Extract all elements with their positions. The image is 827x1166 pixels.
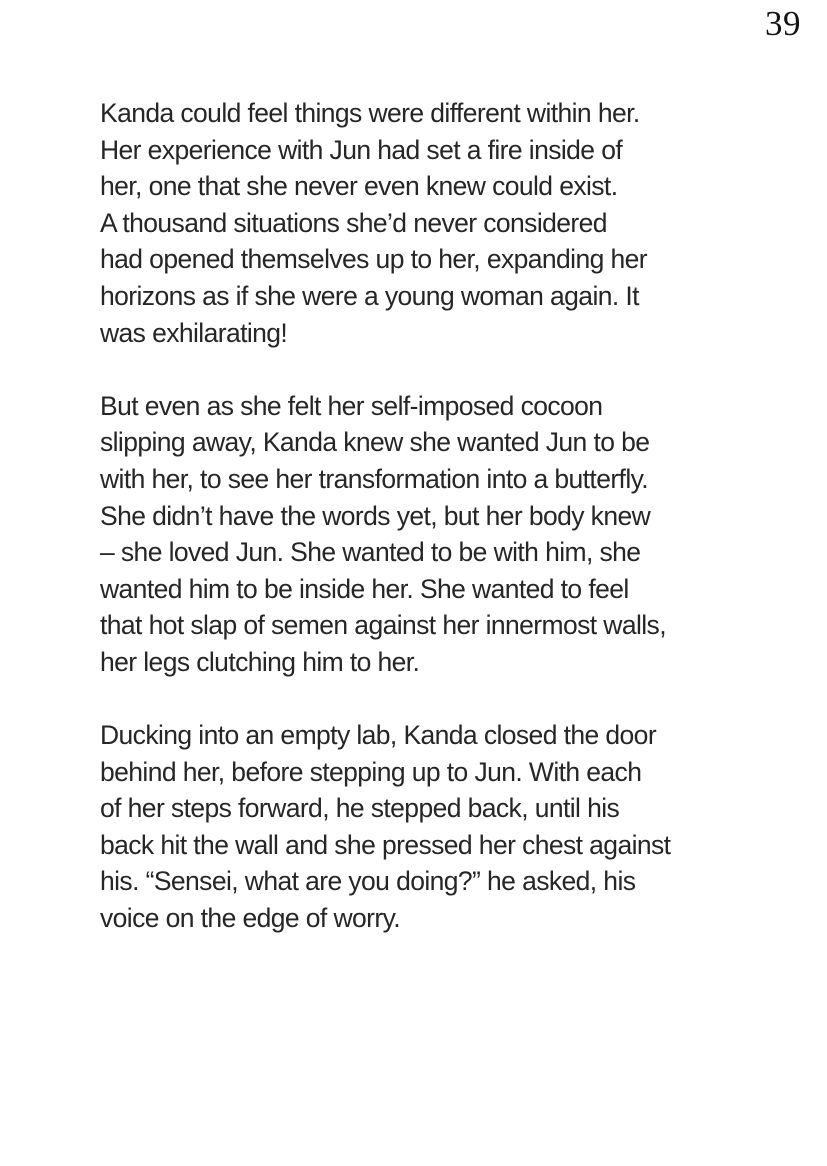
- text-line: her, one that she never even knew could exist.: [100, 171, 618, 202]
- text-line: was exhilarating!: [100, 317, 288, 348]
- text-line: behind her, before stepping up to Jun. With each: [100, 756, 642, 787]
- text-line: of her steps forward, he stepped back, until his: [100, 793, 620, 824]
- text-line: voice on the edge of worry.: [100, 903, 401, 934]
- text-line: – she loved Jun. She wanted to be with him, she: [100, 537, 641, 568]
- text-line: But even as she felt her self-imposed cocoon: [100, 390, 603, 421]
- paragraph: [100, 95, 760, 351]
- text-line: slipping away, Kanda knew she wanted Jun to be: [100, 427, 650, 458]
- text-line: A thousand situations she’d never considered: [100, 207, 607, 238]
- page-content: [100, 95, 760, 973]
- text-line: back hit the wall and she pressed her chest against: [100, 829, 671, 860]
- text-line: Kanda could feel things were different within her.: [100, 98, 640, 128]
- text-line: had opened themselves up to her, expanding her: [100, 244, 647, 275]
- text-line: wanted him to be inside her. She wanted to feel: [100, 573, 629, 604]
- text-line: Ducking into an empty lab, Kanda closed the door: [100, 720, 657, 751]
- text-line: She didn’t have the words yet, but her body knew: [100, 500, 651, 531]
- page-number: 39: [765, 4, 801, 43]
- text-line: her legs clutching him to her.: [100, 646, 420, 677]
- text-line: horizons as if she were a young woman again. It: [100, 280, 639, 311]
- paragraph: [100, 717, 760, 937]
- text-line: that hot slap of semen against her innermost walls,: [100, 610, 666, 641]
- text-line: Her experience with Jun had set a fire inside of: [100, 134, 623, 165]
- text-line: his. “Sensei, what are you doing?” he asked, his: [100, 866, 636, 897]
- text-line: with her, to see her transformation into a butterfly.: [100, 463, 649, 494]
- paragraph: [100, 388, 760, 681]
